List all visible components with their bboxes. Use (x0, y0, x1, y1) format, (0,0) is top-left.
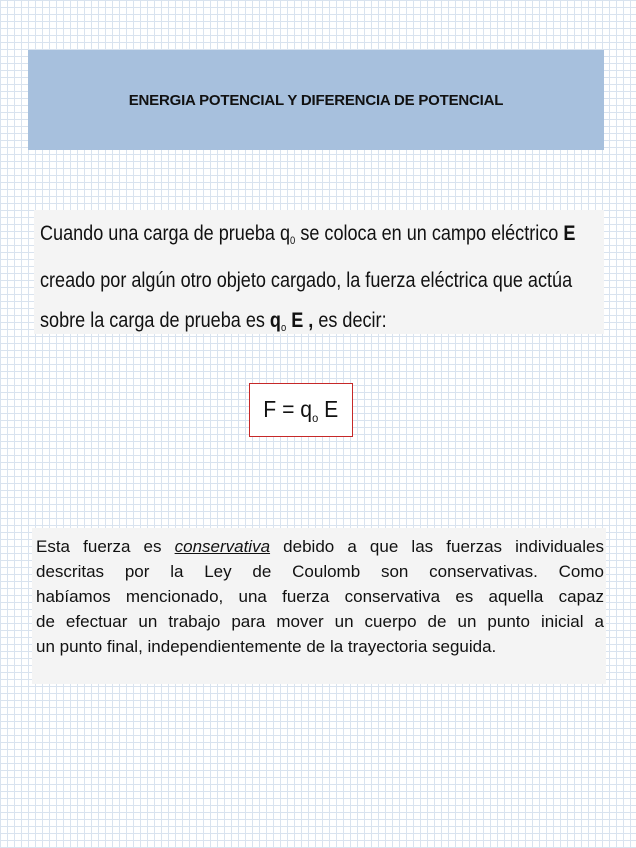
paragraph-text (36, 534, 604, 659)
intro-line-1: Cuando una carga de prueba $q_0$ se coloca en un campo eléctrico E (40, 222, 576, 247)
intro-block (34, 210, 604, 334)
paragraph-line-5: un punto final, independientemente de la trayectoria seguida. (36, 637, 497, 656)
paragraph-line-1: Esta fuerza es conservativa debido a que las fuerzas individuales (36, 537, 604, 556)
conservativa-emphasis: conservativa (174, 537, 271, 556)
intro-text (40, 214, 576, 348)
paragraph-line-2: descritas por la Ley de Coulomb son conservativas. Como (36, 562, 604, 581)
paragraph-block (32, 528, 606, 684)
intro-line-2: creado por algún otro objeto cargado, la fuerza eléctrica que actúa (40, 269, 573, 292)
paragraph-line-3: habíamos mencionado, una fuerza conservativa es aquella capaz (36, 587, 604, 606)
title-banner (28, 50, 604, 150)
intro-line-3: sobre la carga de prueba es $q_o$ E , es decir: (40, 309, 387, 334)
formula: $F = q_o$ E (263, 395, 339, 425)
paragraph-line-4: de efectuar un trabajo para mover un cuerpo de un punto inicial a (36, 612, 604, 631)
formula-box (249, 383, 353, 437)
page-title: ENERGIA POTENCIAL Y DIFERENCIA DE POTENCIAL (128, 91, 504, 109)
